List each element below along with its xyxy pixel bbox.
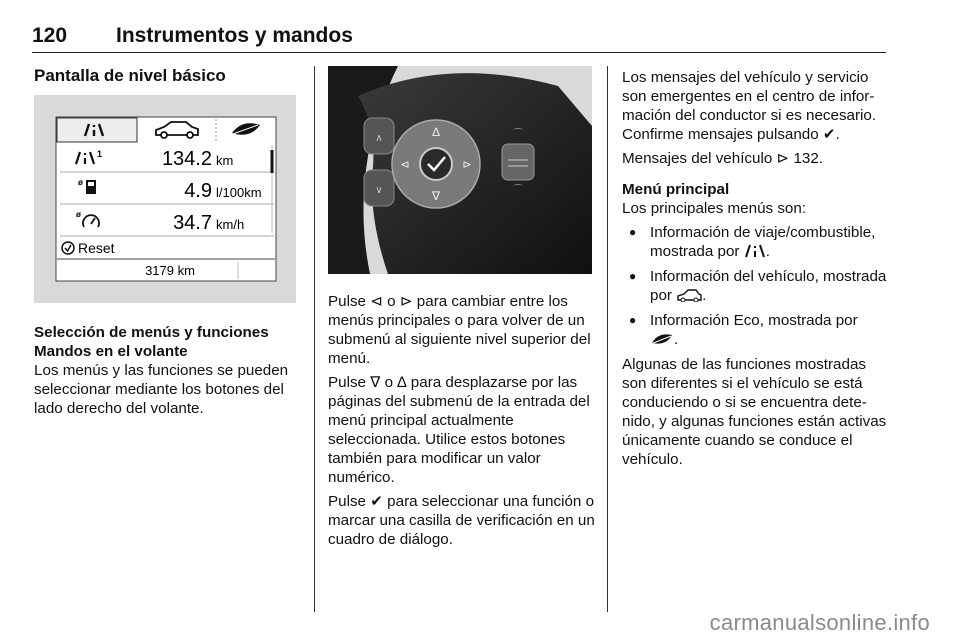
road-trip-icon bbox=[744, 244, 766, 258]
reset-label: Reset bbox=[78, 240, 115, 256]
svg-text:1: 1 bbox=[97, 149, 103, 159]
subheading: Menú principal bbox=[622, 181, 730, 198]
row3-unit: km/h bbox=[216, 217, 245, 232]
paragraph: Pulse ∇ o ∆ para desplazarse por las páginas del submenú de la entrada del menú principal actualmente seleccionada. Utilice estos botones también para modificar un valor numérico. bbox=[328, 374, 590, 486]
column-right bbox=[622, 68, 892, 474]
svg-text:ø: ø bbox=[78, 178, 83, 187]
steering-wheel-illustration bbox=[328, 66, 592, 274]
up-arrow-icon: ∆ bbox=[397, 374, 407, 391]
running-title: Instrumentos y mandos bbox=[116, 24, 353, 47]
page-header bbox=[32, 22, 886, 53]
paragraph: Pulse ⊲ o ⊳ para cambiar entre los menús principales o para volver de un submenú al siguiente nivel superior del menú. bbox=[328, 293, 591, 367]
right-button bbox=[502, 144, 534, 180]
row2-unit: l/100km bbox=[216, 185, 262, 200]
paragraph: Los principales menús son: bbox=[622, 200, 807, 217]
odometer-value: 3179 km bbox=[145, 263, 195, 278]
list-item: ● Información del vehículo, mostrada por . bbox=[622, 267, 892, 305]
svg-text:ø: ø bbox=[76, 210, 81, 219]
column-divider bbox=[607, 66, 608, 612]
svg-text:⌒: ⌒ bbox=[513, 184, 523, 194]
basic-display-illustration bbox=[34, 95, 296, 303]
checkmark-icon: ✔ bbox=[822, 126, 836, 143]
list-item: ● Información Eco, mostrada por . bbox=[622, 311, 892, 349]
column-left bbox=[34, 66, 302, 423]
car-icon bbox=[676, 288, 702, 302]
eco-leaf-icon bbox=[650, 332, 674, 346]
svg-text:∆: ∆ bbox=[432, 125, 440, 139]
page-number: 120 bbox=[32, 24, 68, 47]
column-divider bbox=[314, 66, 315, 612]
svg-text:⌒: ⌒ bbox=[513, 128, 523, 138]
row1-unit: km bbox=[216, 153, 234, 168]
right-arrow-icon: ⊳ bbox=[399, 293, 413, 310]
list-item: ● Información de viaje/combustible, mostrada por . bbox=[622, 223, 892, 261]
row1-value: 134.2 bbox=[161, 148, 212, 170]
section-title: Pantalla de nivel básico bbox=[34, 66, 226, 85]
paragraph: Pulse ✔ para seleccionar una función o marcar una casilla de verificación en un cuadro de diálogo. bbox=[328, 493, 595, 548]
ok-button bbox=[420, 148, 452, 180]
paragraph: Algunas de las funciones mostradas son diferentes si el vehículo se está conduciendo o si se encuentra detenido, y algunas funciones están activas únicamente cuando se conduce el vehículo. bbox=[622, 356, 887, 468]
page-reference-icon: ⊳ bbox=[776, 150, 790, 167]
svg-text:⊲: ⊲ bbox=[400, 159, 410, 171]
row2-value: 4.9 bbox=[184, 180, 212, 202]
paragraph: Los mensajes del vehículo y servicio son emergentes en el centro de información del conductor si es necesario. Confirme mensajes pulsando ✔. bbox=[622, 69, 877, 143]
svg-text:⊳: ⊳ bbox=[462, 159, 472, 171]
watermark: carmanualsonline.info bbox=[709, 610, 930, 635]
svg-text:∇: ∇ bbox=[431, 189, 441, 203]
left-arrow-icon: ⊲ bbox=[370, 293, 383, 310]
svg-text:∨: ∨ bbox=[375, 185, 383, 196]
subheading: Mandos en el volante bbox=[34, 343, 188, 360]
subheading: Selección de menús y funciones bbox=[34, 324, 269, 341]
checkmark-icon: ✔ bbox=[370, 493, 383, 510]
paragraph: Mensajes del vehículo ⊳ 132. bbox=[622, 150, 824, 167]
down-arrow-icon: ∇ bbox=[370, 374, 381, 391]
row3-value: 34.7 bbox=[173, 212, 212, 234]
menu-list bbox=[622, 223, 892, 349]
svg-text:∧: ∧ bbox=[375, 133, 383, 144]
column-middle bbox=[328, 292, 596, 554]
paragraph: Los menús y las funciones se pueden seleccionar mediante los botones del lado derecho del volante. bbox=[34, 362, 289, 417]
